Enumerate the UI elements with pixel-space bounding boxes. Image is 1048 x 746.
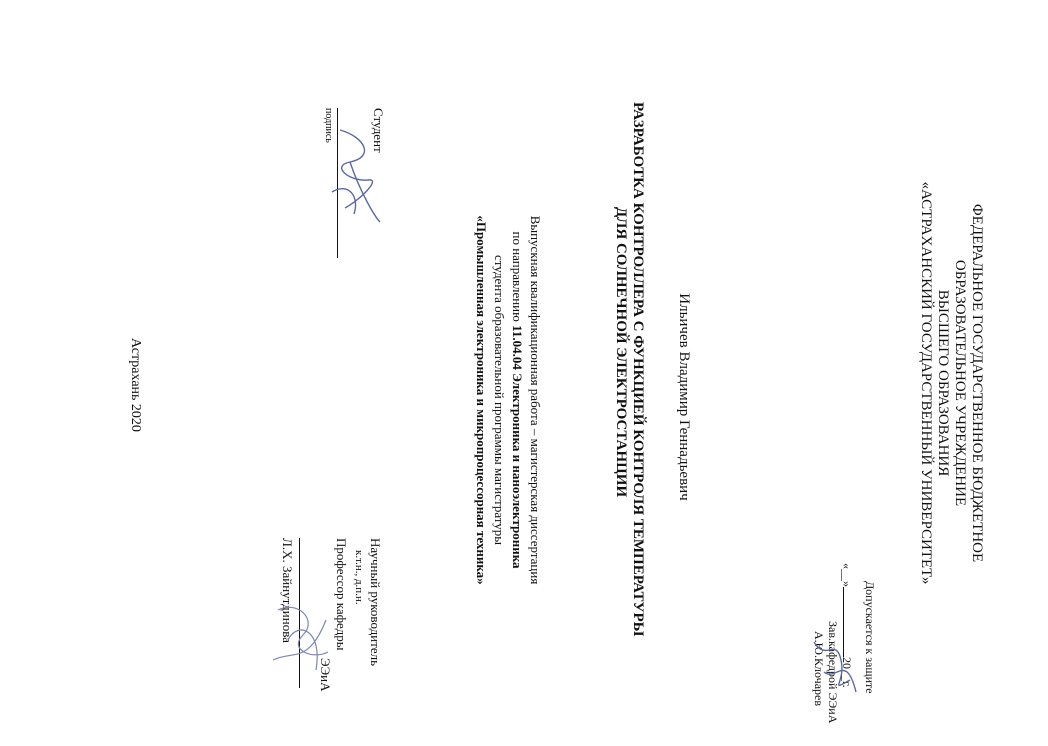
supervisor-block [257, 538, 383, 706]
approval-position: Зав.кафедрой ЭЭиА [826, 621, 840, 724]
header-line-2: ОБРАЗОВАТЕЛЬНОЕ УЧРЕЖДЕНИЕ [952, 259, 968, 507]
supervisor-position-line2: ЭЭиА [318, 658, 333, 692]
header-line-1: ФЕДЕРАЛЬНОЕ ГОСУДАРСТВЕННОЕ БЮДЖЕТНОЕ [969, 203, 985, 563]
supervisor-position-line1: Профессор кафедры [334, 538, 349, 651]
approval-label: Допускается к защите [863, 581, 877, 694]
city-year: Астрахань 2020 [128, 338, 143, 432]
signature-caption: подпись [323, 108, 334, 143]
supervisor-degree: к.т.н., д.п.н. [353, 550, 365, 605]
thesis-description [472, 160, 544, 640]
approval-name: А.Ю.Клочарев [812, 631, 826, 707]
approval-date: «__»20__г. [840, 563, 854, 688]
header-line-4: «АСТРАХАНСКИЙ ГОСУДАРСТВЕННЫЙ УНИВЕРСИТЕТ» [918, 181, 934, 585]
thesis-title [610, 102, 646, 637]
supervisor-name: Л.Х. Зайнутдинова [280, 538, 295, 643]
description-line-1: Выпускная квалификационная работа – магистерская диссертация [528, 215, 543, 585]
header-line-3: ВЫСШЕГО ОБРАЗОВАНИЯ [935, 289, 951, 477]
university-header [915, 123, 985, 643]
author-name: Ильичев Владимир Геннадьевич [676, 293, 692, 501]
approval-block [787, 533, 877, 733]
title-line-1: РАЗРАБОТКА КОНТРОЛЛЕРА С ФУНКЦИЕЙ КОНТРОЛЯ ТЕМПЕРАТУРЫ [630, 102, 646, 637]
title-line-2: ДЛЯ СОЛНЕЧНОЙ ЭЛЕКТРОСТАНЦИИ [613, 206, 629, 498]
description-line-3: студента образовательной программы магистратуры [492, 254, 507, 546]
student-block [323, 108, 386, 268]
description-line-2: по направлению 11.04.04 Электроника и наноэлектроника [510, 231, 525, 569]
student-label: Студент [371, 108, 386, 153]
supervisor-label: Научный руководитель [368, 538, 383, 667]
description-line-4: «Промышленная электроника и микропроцессорная техника» [474, 215, 489, 585]
